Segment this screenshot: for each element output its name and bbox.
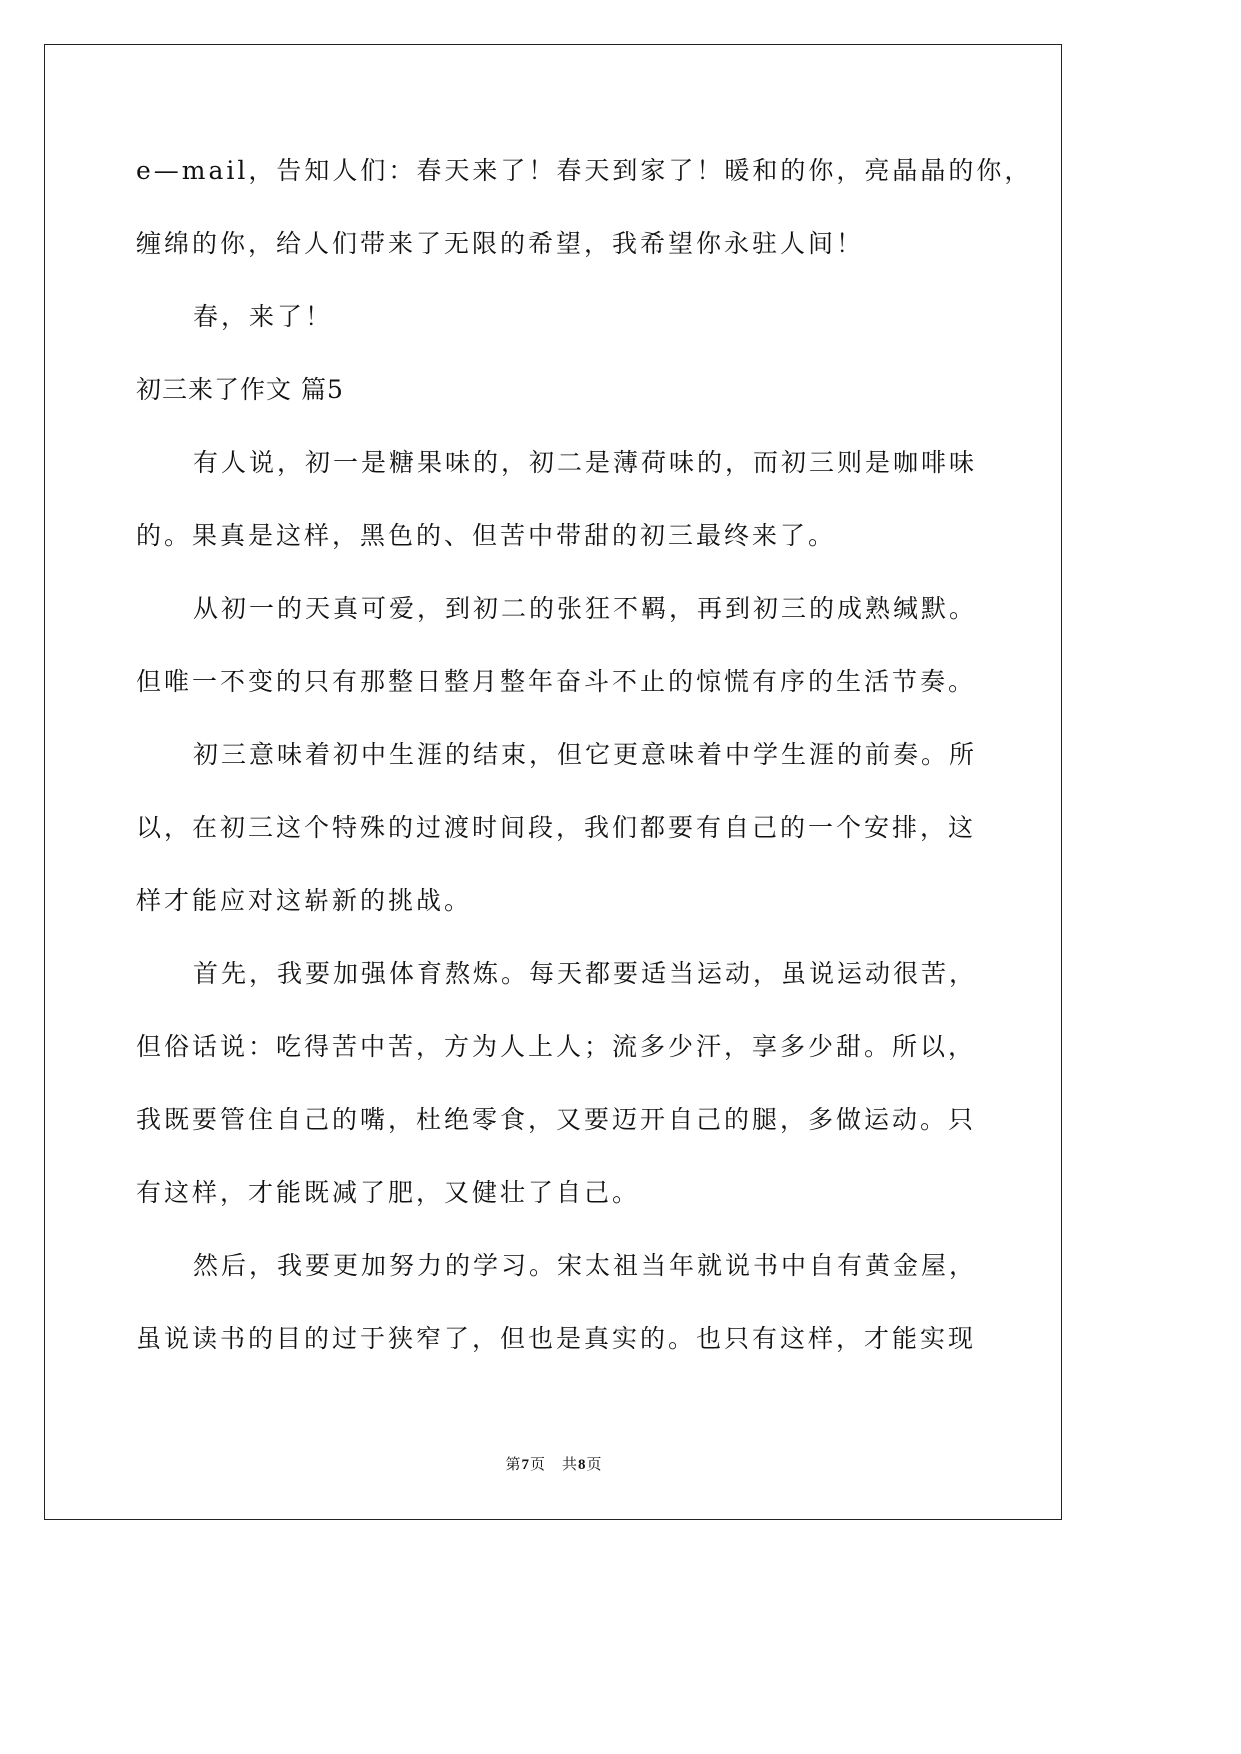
- page-frame: [44, 44, 1062, 1520]
- page-mid: 页 共: [529, 1457, 578, 1473]
- text-line: 样才能应对这崭新的挑战。: [136, 886, 473, 915]
- text-line: 虽说读书的目的过于狭窄了，但也是真实的。也只有这样，才能实现: [136, 1324, 977, 1353]
- text-line: 有人说，初一是糖果味的，初二是薄荷味的，而初三则是咖啡味: [193, 448, 978, 477]
- text-line: 缠绵的你，给人们带来了无限的希望，我希望你永驻人间！: [136, 229, 865, 258]
- page-number-footer: [0, 1453, 1108, 1474]
- text-line: 首先，我要加强体育熬炼。每天都要适当运动，虽说运动很苦，: [193, 959, 978, 988]
- page-prefix: 第: [505, 1457, 522, 1473]
- text-line: 有这样，才能既减了肥，又健壮了自己。: [136, 1178, 641, 1207]
- text-line: 以，在初三这个特殊的过渡时间段，我们都要有自己的一个安排，这: [136, 813, 977, 842]
- text-line: 从初一的天真可爱，到初二的张狂不羁，再到初三的成熟缄默。: [193, 594, 978, 623]
- current-page-number: 7: [521, 1457, 530, 1473]
- page-suffix: 页: [586, 1457, 603, 1473]
- section-heading: 初三来了作文 篇5: [136, 375, 344, 404]
- text-line: e—mail，告知人们：春天来了！春天到家了！暖和的你，亮晶晶的你，: [136, 156, 1033, 185]
- text-line: 然后，我要更加努力的学习。宋太祖当年就说书中自有黄金屋，: [193, 1251, 978, 1280]
- text-line: 我既要管住自己的嘴，杜绝零食，又要迈开自己的腿，多做运动。只: [136, 1105, 977, 1134]
- text-line: 的。果真是这样，黑色的、但苦中带甜的初三最终来了。: [136, 521, 837, 550]
- text-line: 但唯一不变的只有那整日整月整年奋斗不止的惊慌有序的生活节奏。: [136, 667, 977, 696]
- text-line: 但俗话说：吃得苦中苦，方为人上人；流多少汗，享多少甜。所以，: [136, 1032, 977, 1061]
- text-line: 春，来了！: [193, 302, 334, 331]
- text-line: 初三意味着初中生涯的结束，但它更意味着中学生涯的前奏。所: [193, 740, 978, 769]
- total-page-number: 8: [578, 1457, 587, 1473]
